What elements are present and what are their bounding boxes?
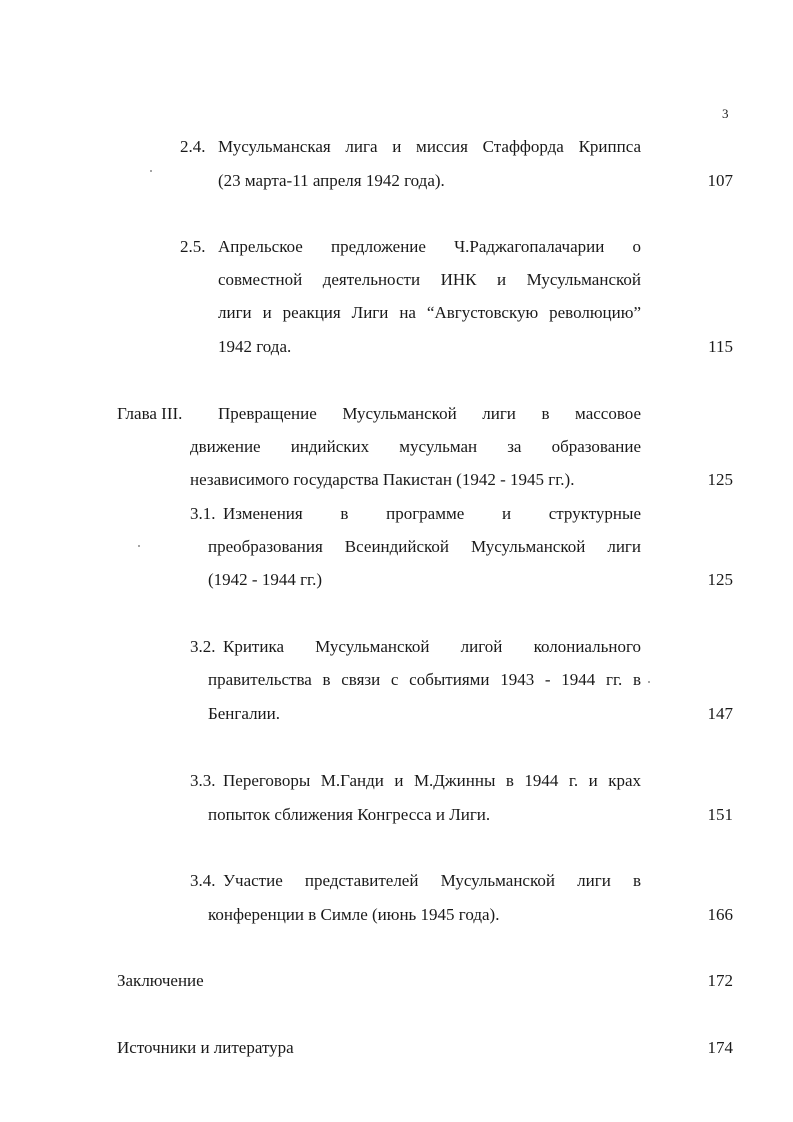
entry-title-line: 1942 года.	[218, 337, 292, 356]
entry-number: 3.1.	[190, 504, 216, 523]
entry-page: 125	[707, 570, 733, 589]
entry-number: 3.2.	[190, 637, 216, 656]
entry-title-line: Апрельское предложение Ч.Раджагопалачарии о	[218, 237, 641, 256]
entry-title-line: (23 марта-11 апреля 1942 года).	[218, 171, 445, 190]
entry-title-line: конференции в Симле (июнь 1945 года).	[208, 905, 500, 924]
entry-number: 3.4.	[190, 871, 216, 890]
entry-title-line: Критика Мусульманской лигой колониального	[223, 637, 641, 656]
entry-title-line: Участие представителей Мусульманской лиги в	[223, 871, 641, 890]
entry-title-line: попыток сближения Конгресса и Лиги.	[208, 805, 491, 824]
sources-page: 174	[707, 1038, 733, 1057]
conclusion-label: Заключение	[117, 971, 204, 990]
entry-title-line: (1942 - 1944 гг.)	[208, 570, 323, 589]
entry-page: 107	[707, 171, 733, 190]
page-number: 3	[722, 106, 729, 121]
chapter-title-line: независимого государства Пакистан (1942 - 1945 гг.).	[190, 470, 575, 489]
entry-number: 2.5.	[180, 237, 206, 256]
entry-page: 166	[707, 905, 733, 924]
entry-title-line: Изменения в программе и структурные	[223, 504, 641, 523]
entry-title-line: лиги и реакция Лиги на “Августовскую революцию”	[218, 303, 641, 322]
entry-page: 115	[708, 337, 733, 356]
entry-title-line: правительства в связи с событиями 1943 - 1944 гг. в	[208, 670, 641, 689]
scan-speck	[150, 170, 152, 172]
chapter-number: Глава III.	[117, 404, 183, 423]
entry-title-line: преобразования Всеиндийской Мусульманской лиги	[208, 537, 641, 556]
entry-title-line: совместной деятельности ИНК и Мусульманской	[218, 270, 641, 289]
entry-title-line: Бенгалии.	[208, 704, 281, 723]
entry-title-line: Мусульманская лига и миссия Стаффорда Криппса	[218, 137, 641, 156]
entry-title-line: Переговоры М.Ганди и М.Джинны в 1944 г. и крах	[223, 771, 641, 790]
scan-speck	[138, 545, 140, 547]
entry-number: 3.3.	[190, 771, 216, 790]
chapter-page: 125	[707, 470, 733, 489]
sources-label: Источники и литература	[117, 1038, 294, 1057]
conclusion-page: 172	[707, 971, 733, 990]
chapter-title-line: движение индийских мусульман за образование	[190, 437, 641, 456]
entry-page: 151	[707, 805, 733, 824]
entry-page: 147	[707, 704, 733, 723]
entry-number: 2.4.	[180, 137, 206, 156]
chapter-title-line: Превращение Мусульманской лиги в массовое	[218, 404, 641, 423]
scan-speck	[648, 681, 650, 683]
